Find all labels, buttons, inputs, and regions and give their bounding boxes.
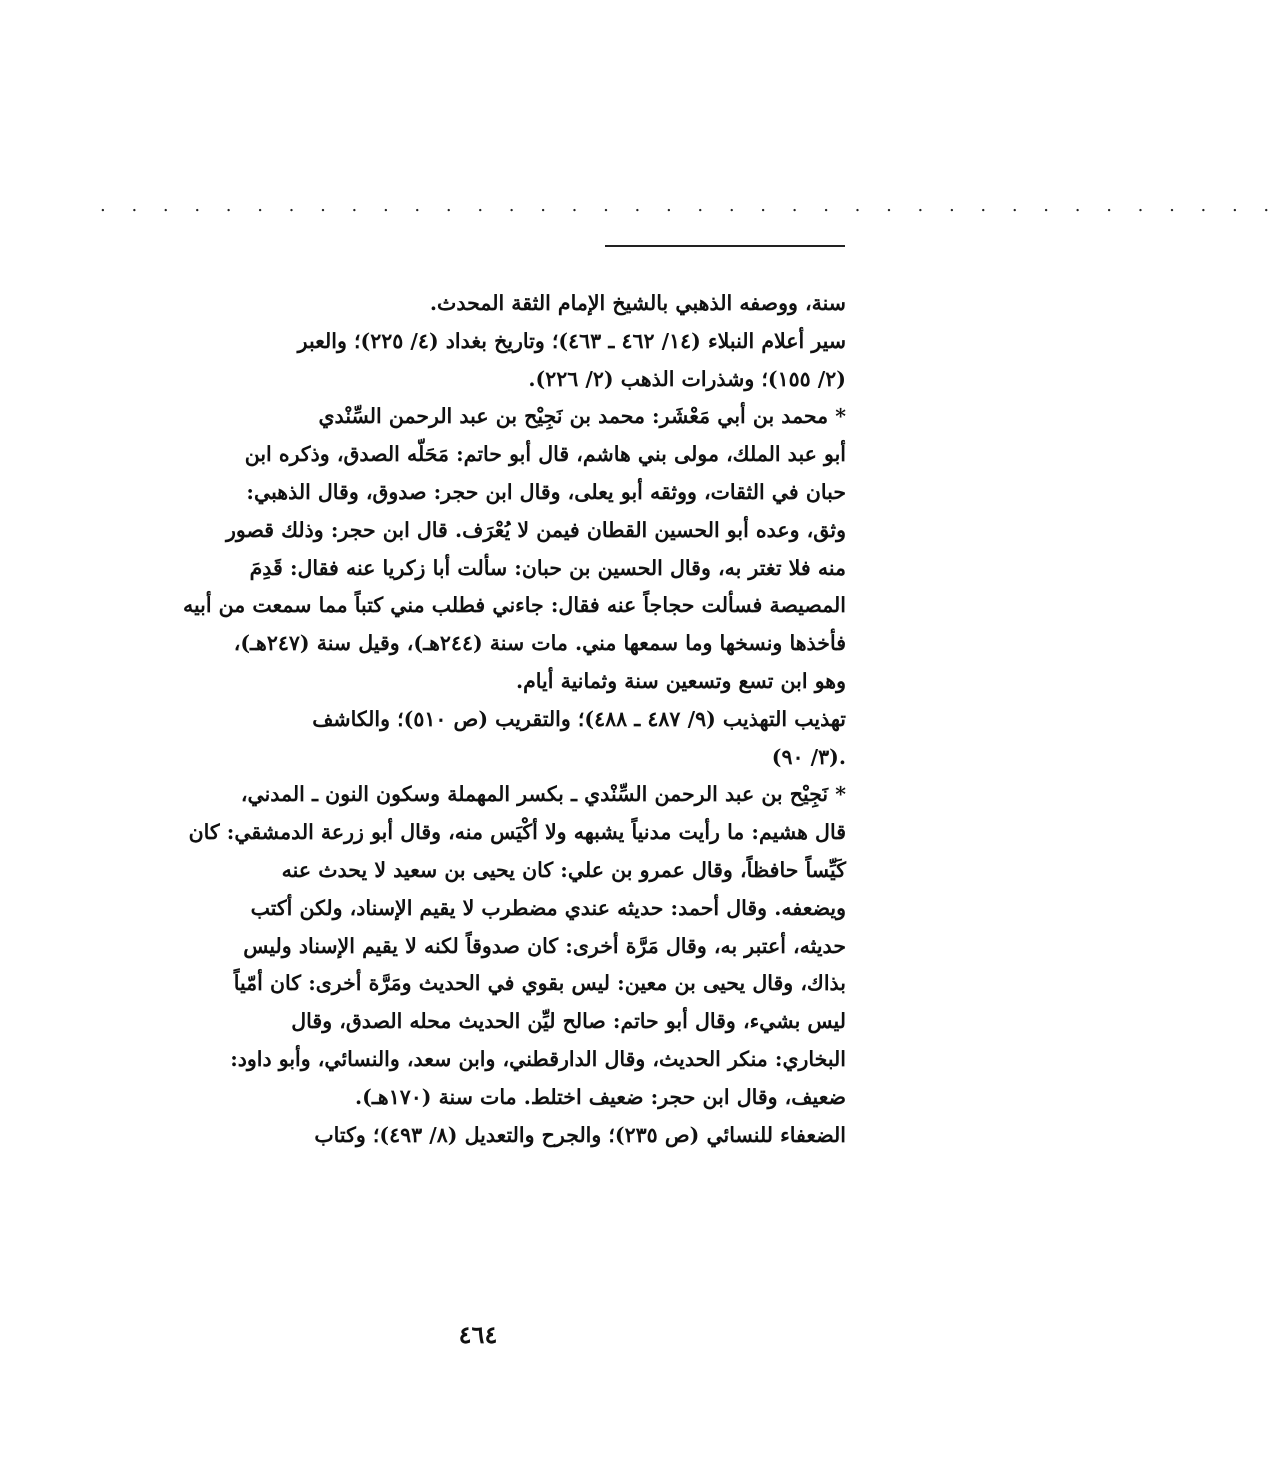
text-line: تهذيب التهذيب (٩/ ٤٨٧ ـ ٤٨٨)؛ والتقريب (ص ٥١٠)؛ والكاشف: [312, 706, 846, 731]
text-line: بذاك، وقال يحيى بن معين: ليس بقوي في الحديث ومَرَّة أخرى: كان أمّياً: [233, 971, 846, 996]
text-line: ليس بشيء، وقال أبو حاتم: صالح ليِّن الحديث محله الصدق، وقال: [291, 1009, 846, 1034]
text-line: سير أعلام النبلاء (١٤/ ٤٦٢ ـ ٤٦٣)؛ وتاريخ بغداد (٤/ ٢٢٥)؛ والعبر: [297, 328, 846, 353]
text-line: منه فلا تغتر به، وقال الحسين بن حبان: سألت أبا زكريا عنه فقال: قَدِمَ: [249, 555, 846, 580]
footnote-text-block: [92, 285, 846, 1154]
text-line: ويضعفه. وقال أحمد: حديثه عندي مضطرب لا يقيم الإسناد، ولكن أكتب: [250, 895, 846, 920]
text-line: كَيِّساً حافظاً، وقال عمرو بن علي: كان يحيى بن سعيد لا يحدث عنه: [281, 857, 846, 882]
text-line: سنة، ووصفه الذهبي بالشيخ الإمام الثقة المحدث.: [429, 291, 846, 315]
text-line: وهو ابن تسع وتسعين سنة وثمانية أيام.: [515, 668, 846, 693]
dotted-separator: . . . . . . . . . . . . . . . . . . . . . . . . . . . . . . . . . . . . . .: [100, 195, 1279, 216]
text-line: المصيصة فسألت حجاجاً عنه فقال: جاءني فطلب مني كتباً مما سمعت من أبيه: [182, 593, 846, 618]
text-line: الضعفاء للنسائي (ص ٢٣٥)؛ والجرح والتعديل (٨/ ٤٩٣)؛ وكتاب: [314, 1122, 846, 1147]
text-line: .(٣/ ٩٠): [771, 744, 846, 769]
text-line: فأخذها ونسخها وما سمعها مني. مات سنة (٢٤٤هـ)، وقيل سنة (٢٤٧هـ)،: [233, 631, 846, 656]
page-number: ٤٦٤: [458, 1320, 498, 1349]
text-line: * نَجِيْح بن عبد الرحمن السِّنْدي ـ بكسر المهملة وسكون النون ـ المدني،: [240, 782, 846, 807]
text-line: وثق، وعده أبو الحسين القطان فيمن لا يُعْرَف. قال ابن حجر: وذلك قصور: [225, 517, 846, 542]
footnote-separator-line: [605, 245, 845, 247]
text-line: أبو عبد الملك، مولى بني هاشم، قال أبو حاتم: مَحَلّه الصدق، وذكره ابن: [244, 442, 846, 467]
text-line: حديثه، أعتبر به، وقال مَرَّة أخرى: كان صدوقاً لكنه لا يقيم الإسناد وليس: [243, 933, 846, 958]
text-line: (٢/ ١٥٥)؛ وشذرات الذهب (٢/ ٢٢٦).: [528, 366, 846, 391]
text-line: قال هشيم: ما رأيت مدنياً يشبهه ولا أكْيَس منه، وقال أبو زرعة الدمشقي: كان: [188, 820, 846, 845]
text-line: البخاري: منكر الحديث، وقال الدارقطني، وابن سعد، والنسائي، وأبو داود:: [230, 1046, 846, 1071]
text-line: ضعيف، وقال ابن حجر: ضعيف اختلط. مات سنة (١٧٠هـ).: [355, 1084, 846, 1109]
text-line: * محمد بن أبي مَعْشَر: محمد بن نَجِيْح بن عبد الرحمن السِّنْدي: [318, 404, 846, 429]
text-line: حبان في الثقات، ووثقه أبو يعلى، وقال ابن حجر: صدوق، وقال الذهبي:: [246, 479, 846, 504]
